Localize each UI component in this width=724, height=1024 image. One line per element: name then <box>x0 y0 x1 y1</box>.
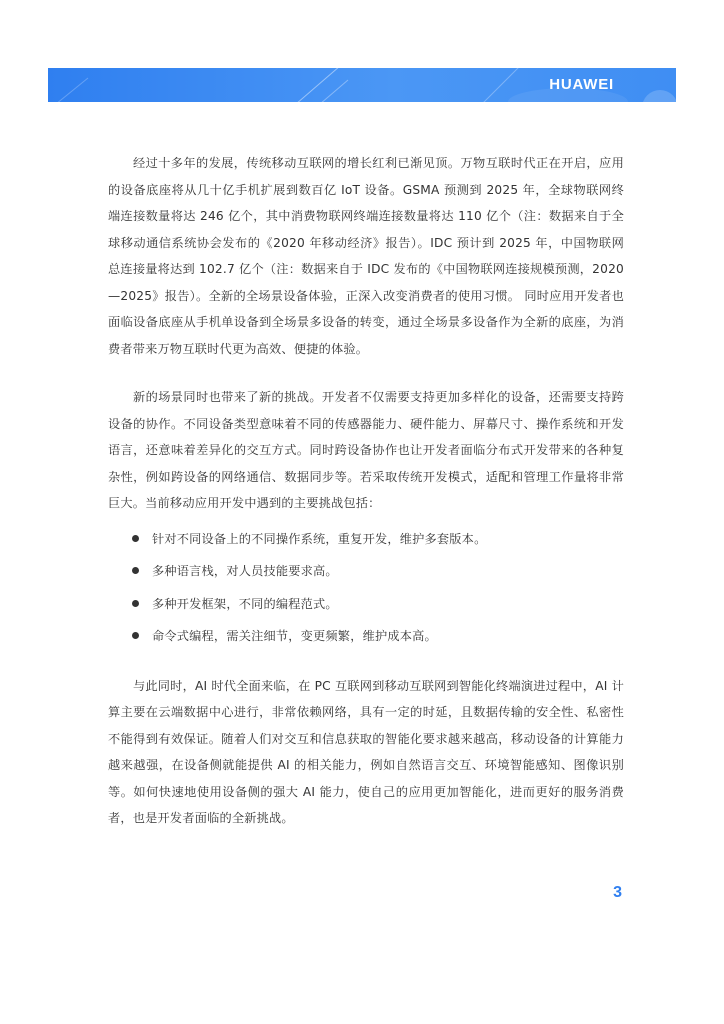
list-item <box>108 555 624 588</box>
list-item-text: 多种开发框架，不同的编程范式。 <box>152 596 338 611</box>
list-item <box>108 588 624 621</box>
list-item <box>108 523 624 556</box>
list-item-text: 命令式编程，需关注细节，变更频繁，维护成本高。 <box>152 629 437 643</box>
list-item-text: 多种语言栈，对人员技能要求高。 <box>152 564 338 578</box>
brand-logo-text: HUAWEI <box>549 76 614 93</box>
article-body <box>108 150 624 832</box>
paragraph-ai-era: 与此同时，AI 时代全面来临，在 PC 互联网到移动互联网到智能化终端演进过程中，AI 计算主要在云端数据中心进行，非常依赖网络，具有一定的时延，且数据传输的安全性、私密性不能得到有效保证。随着人们对交互和信息获取的智能化要求越来越高，移动设备的计算能力越来越强，在设备侧就能提供 AI 的相关能力，例如自然语言交互、环境智能感知、图像识别等。如何快速地使用设备侧的强大 AI 能力，使自己的应用更加智能化，进而更好的服务消费者，也是开发者面临的全新挑战。 <box>108 678 624 825</box>
challenges-list <box>108 523 624 653</box>
paragraph-new-challenges: 新的场景同时也带来了新的挑战。开发者不仅需要支持更加多样化的设备，还需要支持跨设备的协作。不同设备类型意味着不同的传感器能力、硬件能力、屏幕尺寸、操作系统和开发语言，还意味着差异化的交互方式。同时跨设备协作也让开发者面临分布式开发带来的各种复杂性，例如跨设备的网络通信、数据同步等。若采取传统开发模式，适配和管理工作量将非常巨大。当前移动应用开发中遇到的主要挑战包括： <box>108 390 624 510</box>
header-band <box>48 68 676 102</box>
list-item-text: 针对不同设备上的不同操作系统，重复开发，维护多套版本。 <box>152 531 487 546</box>
paragraph-iot-growth: 经过十多年的发展，传统移动互联网的增长红利已渐见顶。万物互联时代正在开启，应用的设备底座将从几十亿手机扩展到数百亿 IoT 设备。GSMA 预测到 2025 年，全球物联网终端连接数量将达 246 亿个，其中消费物联网终端连接数量将达 110 亿个（注：数据来自于全球移动通信系统协会发布的《2020 年移动经济》报告）。IDC 预计到 2025 年，中国物联网总连接量将达到 102.7 亿个（注：数据来自于 IDC 发布的《中国物联网连接规模预测，2020—2025》报告）。全新的全场景设备体验，正深入改变消费者的使用习惯。 同时应用开发者也面临设备底座从手机单设备到全场景多设备的转变，通过全场景多设备作为全新的底座，为消费者带来万物互联时代更为高效、便捷的体验。 <box>108 156 624 356</box>
bullet-icon <box>132 535 139 542</box>
bullet-icon <box>132 567 139 574</box>
page-number: 3 <box>613 884 622 901</box>
list-item <box>108 620 624 653</box>
bullet-icon <box>132 632 139 639</box>
bullet-icon <box>132 600 139 607</box>
